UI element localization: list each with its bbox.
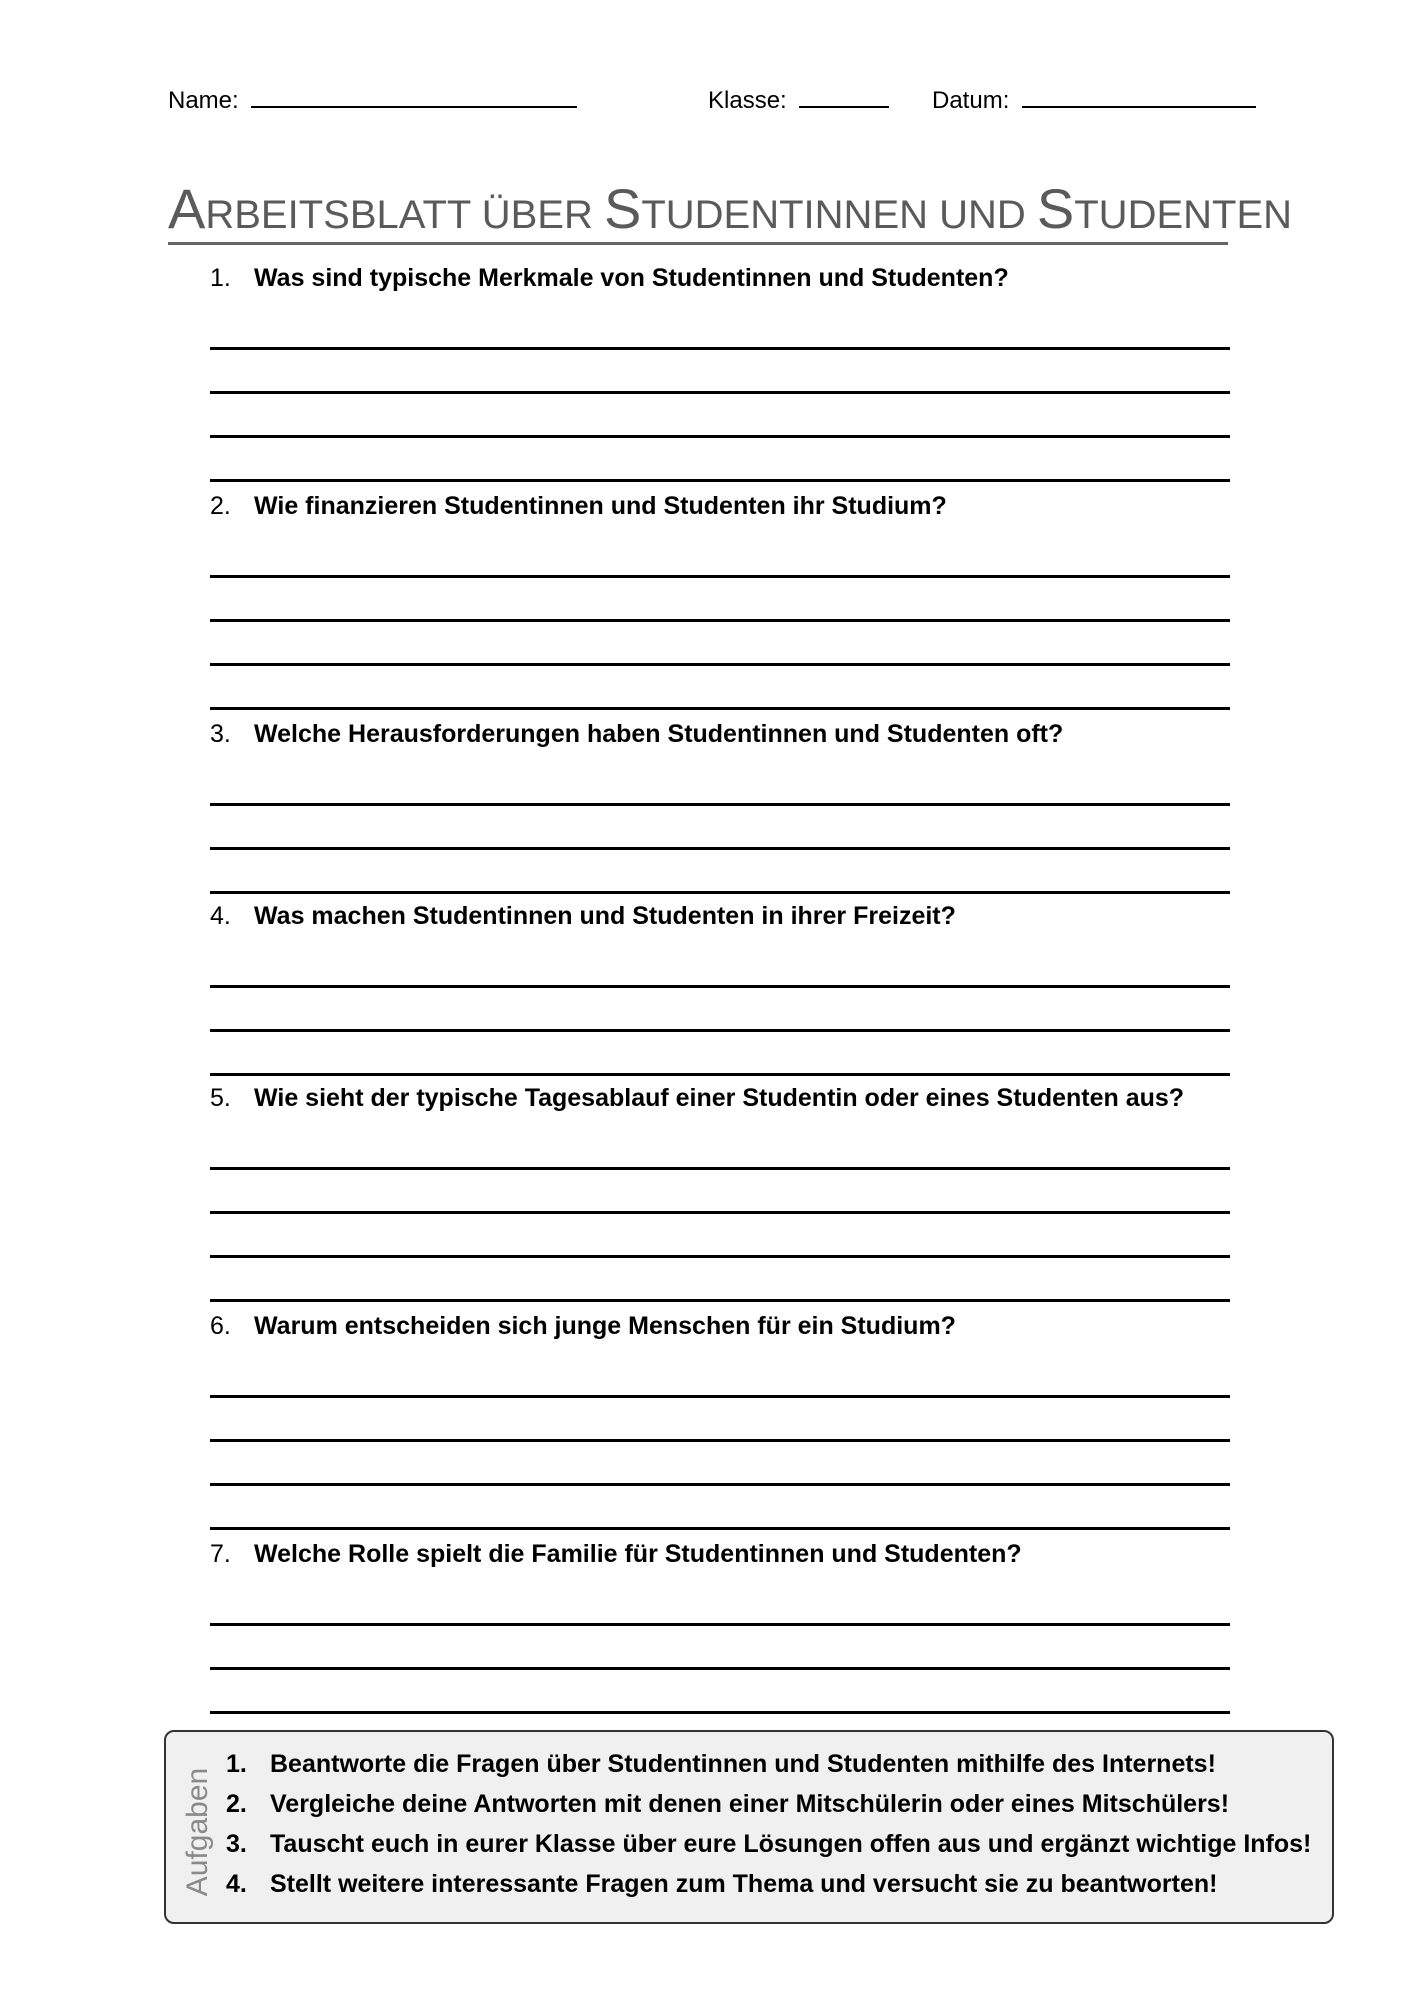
task-item xyxy=(226,1744,1326,1784)
question-number: 4. xyxy=(210,902,231,930)
task-number: 4. xyxy=(226,1870,247,1898)
question-heading xyxy=(210,714,1230,754)
task-text: Beantworte die Fragen über Studentinnen und Studenten mithilfe des Internets! xyxy=(270,1750,1216,1778)
name-label: Name: xyxy=(168,87,239,114)
question-1 xyxy=(210,258,1230,482)
answer-line[interactable] xyxy=(210,1170,1230,1214)
date-line[interactable] xyxy=(1022,84,1256,108)
question-text: Was machen Studentinnen und Studenten in ihrer Freizeit? xyxy=(254,902,956,930)
question-number: 1. xyxy=(210,264,231,292)
task-text: Tauscht euch in eurer Klasse über eure Lösungen offen aus und ergänzt wichtige Infos! xyxy=(270,1830,1312,1858)
title-part: TUDENTEN xyxy=(1074,193,1293,237)
question-text: Welche Herausforderungen haben Studentinnen und Studenten oft? xyxy=(254,720,1064,748)
task-item xyxy=(226,1864,1326,1904)
question-number: 5. xyxy=(210,1084,231,1112)
answer-line[interactable] xyxy=(210,666,1230,710)
title-initial: S xyxy=(603,177,642,240)
name-line[interactable] xyxy=(251,84,577,108)
question-heading xyxy=(210,896,1230,936)
answer-line[interactable] xyxy=(210,850,1230,894)
task-number: 1. xyxy=(226,1750,247,1778)
answer-line[interactable] xyxy=(210,578,1230,622)
answer-line[interactable] xyxy=(210,438,1230,482)
class-line[interactable] xyxy=(799,84,889,108)
question-heading xyxy=(210,1306,1230,1346)
answer-line[interactable] xyxy=(210,936,1230,988)
answer-line[interactable] xyxy=(210,622,1230,666)
header xyxy=(0,84,1414,120)
date-field[interactable] xyxy=(932,84,1256,115)
question-text: Was sind typische Merkmale von Studentinnen und Studenten? xyxy=(254,264,1009,292)
question-heading xyxy=(210,486,1230,526)
title-initial: S xyxy=(1036,177,1075,240)
answer-line[interactable] xyxy=(210,1258,1230,1302)
question-5 xyxy=(210,1078,1230,1302)
question-text: Welche Rolle spielt die Familie für Studentinnen und Studenten? xyxy=(254,1540,1022,1568)
task-list xyxy=(226,1744,1326,1904)
class-field[interactable] xyxy=(708,84,889,115)
answer-line[interactable] xyxy=(210,1346,1230,1398)
answer-line[interactable] xyxy=(210,1442,1230,1486)
question-2 xyxy=(210,486,1230,710)
answer-line[interactable] xyxy=(210,1398,1230,1442)
page-title xyxy=(168,177,1293,245)
question-number: 2. xyxy=(210,492,231,520)
task-number: 3. xyxy=(226,1830,247,1858)
answer-line[interactable] xyxy=(210,1626,1230,1670)
answer-line[interactable] xyxy=(210,806,1230,850)
answer-line[interactable] xyxy=(210,754,1230,806)
question-number: 7. xyxy=(210,1540,231,1568)
title-initial: A xyxy=(168,177,206,240)
task-item xyxy=(226,1784,1326,1824)
task-box xyxy=(164,1730,1334,1924)
answer-line[interactable] xyxy=(210,1032,1230,1076)
class-label: Klasse: xyxy=(708,87,787,114)
question-3 xyxy=(210,714,1230,894)
task-label xyxy=(176,1752,220,1912)
question-heading xyxy=(210,1078,1230,1118)
question-text: Wie sieht der typische Tagesablauf einer Studentin oder eines Studenten aus? xyxy=(254,1084,1185,1112)
question-6 xyxy=(210,1306,1230,1530)
question-text: Warum entscheiden sich junge Menschen für ein Studium? xyxy=(254,1312,956,1340)
answer-line[interactable] xyxy=(210,1486,1230,1530)
question-text: Wie finanzieren Studentinnen und Studenten ihr Studium? xyxy=(254,492,947,520)
name-field[interactable] xyxy=(168,84,577,115)
answer-line[interactable] xyxy=(210,1118,1230,1170)
answer-line[interactable] xyxy=(210,298,1230,350)
question-heading xyxy=(210,258,1230,298)
question-number: 6. xyxy=(210,1312,231,1340)
answer-line[interactable] xyxy=(210,394,1230,438)
question-heading xyxy=(210,1534,1230,1574)
answer-line[interactable] xyxy=(210,1574,1230,1626)
task-item xyxy=(226,1824,1326,1864)
answer-line[interactable] xyxy=(210,1670,1230,1714)
task-text: Stellt weitere interessante Fragen zum Thema und versucht sie zu beantworten! xyxy=(270,1870,1218,1898)
task-number: 2. xyxy=(226,1790,247,1818)
title-part: RBEITSBLATT ÜBER xyxy=(205,193,604,237)
question-number: 3. xyxy=(210,720,231,748)
answer-line[interactable] xyxy=(210,350,1230,394)
question-4 xyxy=(210,896,1230,1076)
answer-line[interactable] xyxy=(210,1214,1230,1258)
answer-line[interactable] xyxy=(210,526,1230,578)
task-label-text: Aufgaben xyxy=(181,1767,215,1897)
task-text: Vergleiche deine Antworten mit denen einer Mitschülerin oder eines Mitschülers! xyxy=(270,1790,1230,1818)
title-part: TUDENTINNEN UND xyxy=(641,193,1037,237)
date-label: Datum: xyxy=(932,87,1010,114)
answer-line[interactable] xyxy=(210,988,1230,1032)
question-7 xyxy=(210,1534,1230,1714)
